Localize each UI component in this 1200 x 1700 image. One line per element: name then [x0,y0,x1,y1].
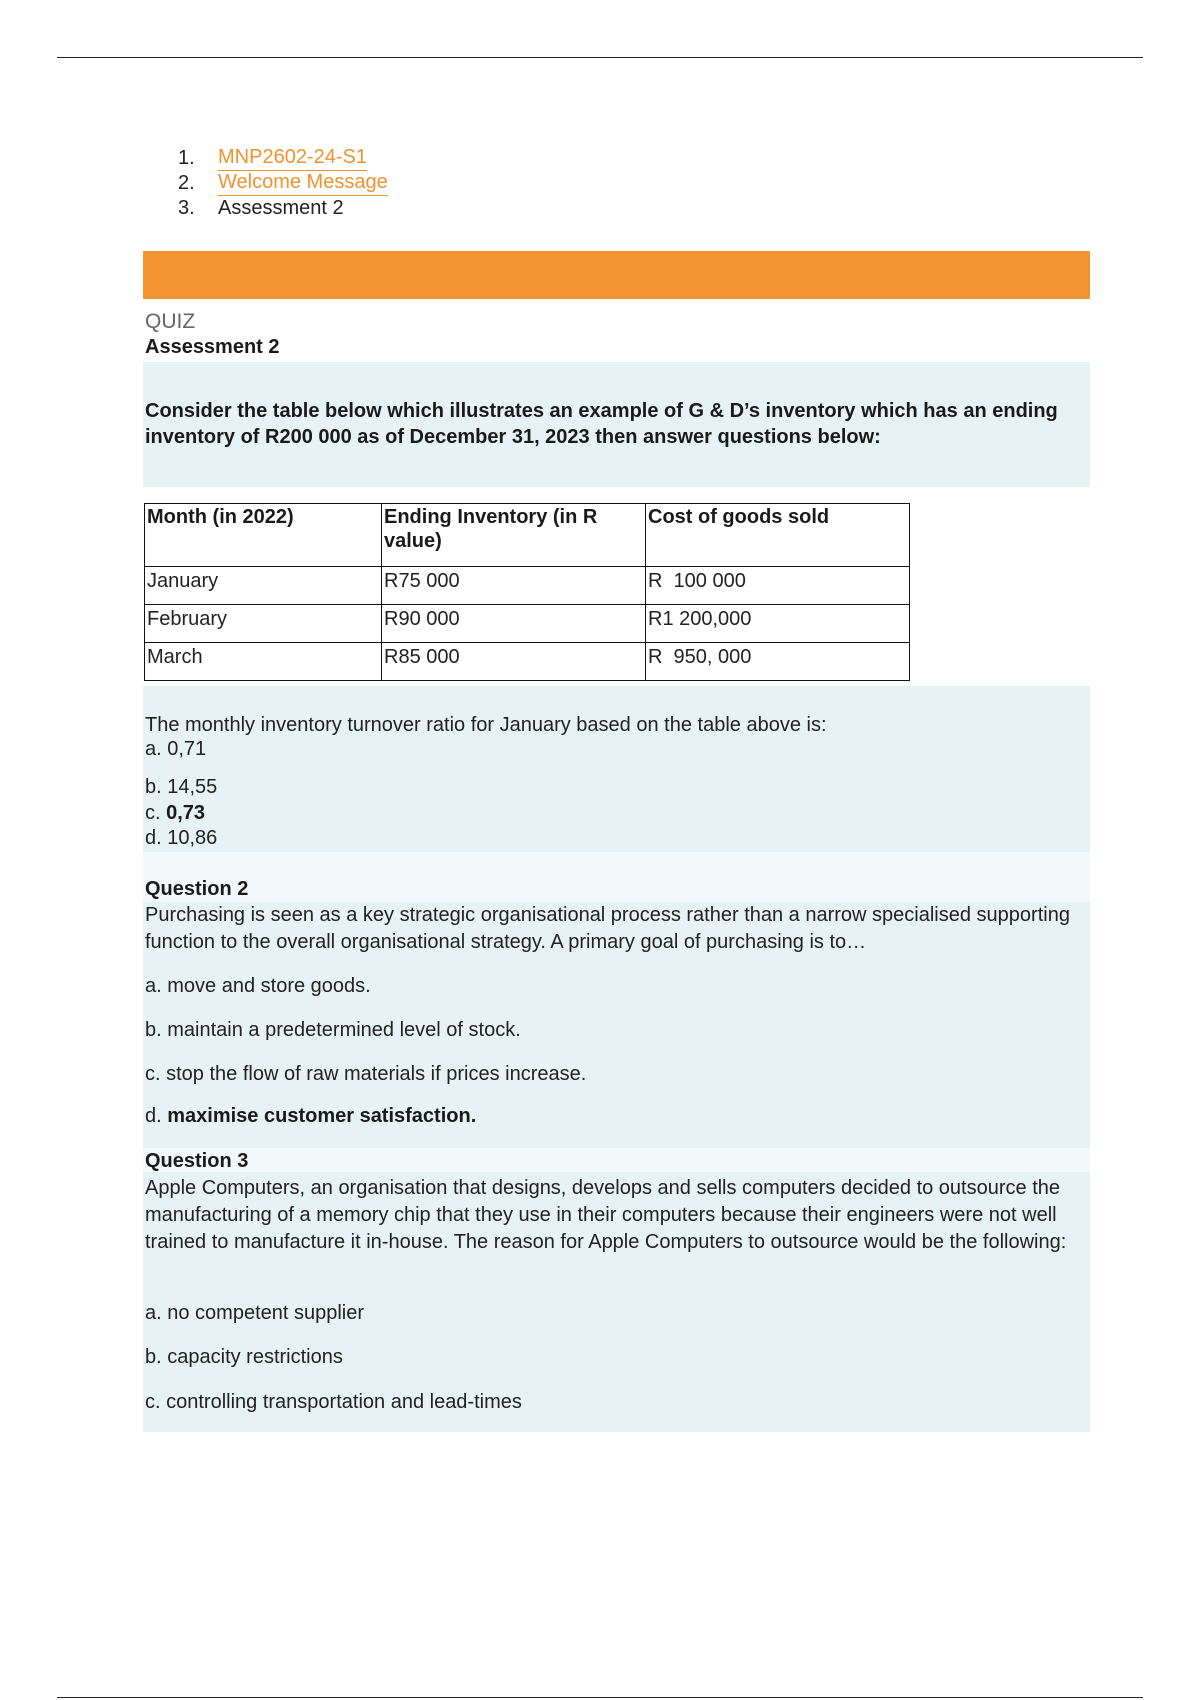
question-1-answer-panel [143,686,1090,852]
question-3-option-b[interactable]: b. capacity restrictions [145,1346,343,1368]
question-1-prompt: The monthly inventory turnover ratio for January based on the table above is: [145,714,827,736]
bottom-divider [57,1697,1143,1698]
header-banner [143,251,1090,299]
question-2-title: Question 2 [145,878,249,900]
question-3-title: Question 3 [145,1150,249,1172]
table-cell: March [145,643,382,681]
table-cell: R75 000 [382,567,646,605]
question-2-option-b[interactable]: b. maintain a predetermined level of stock. [145,1019,521,1041]
quiz-label: QUIZ [145,310,196,333]
breadcrumb-item: 3. Assessment 2 [178,197,344,219]
breadcrumb-item: 1. MNP2602-24-S1 [178,146,367,169]
question-2-option-c[interactable]: c. stop the flow of raw materials if prices increase. [145,1063,587,1085]
table-row [145,643,910,681]
breadcrumb-current: Assessment 2 [218,197,344,219]
question-2-option-a[interactable]: a. move and store goods. [145,975,371,997]
question-2-text: Purchasing is seen as a key strategic organisational process rather than a narrow specialised supporting function to the overall organisational strategy. A primary goal of purchasing is to… [145,904,1070,953]
question-1-option-c[interactable]: c. 0,73 [145,802,206,824]
question-2-option-d[interactable]: d. maximise customer satisfaction. [145,1105,477,1127]
question-1-option-b[interactable]: b. 14,55 [145,776,218,798]
table-header-row [145,504,910,567]
question-1-option-a[interactable]: a. 0,71 [145,738,207,760]
breadcrumb [178,146,388,221]
table-row [145,605,910,643]
table-cell: February [145,605,382,643]
question-3-text: Apple Computers, an organisation that designs, develops and sells computers decided to outsource the manufacturing of a memory chip that they use in their computers because their engineers were not well trained to manufacture it in-house. The reason for Apple Computers to outsource would be the following: [145,1177,1067,1253]
breadcrumb-link-course[interactable]: MNP2602-24-S1 [218,146,367,171]
table-cell: R90 000 [382,605,646,643]
table-cell: R85 000 [382,643,646,681]
top-divider [57,57,1143,58]
table-cell: R 950, 000 [646,643,910,681]
table-cell: January [145,567,382,605]
question-3-option-a[interactable]: a. no competent supplier [145,1302,365,1324]
question-3-option-c[interactable]: c. controlling transportation and lead-times [145,1391,522,1413]
table-header-cell: Month (in 2022) [145,504,382,567]
question-3-title-panel [143,1148,1090,1172]
question-2-title-panel [143,852,1090,902]
table-cell: R 100 000 [646,567,910,605]
table-row [145,567,910,605]
page-title: Assessment 2 [145,336,280,358]
breadcrumb-link-welcome[interactable]: Welcome Message [218,171,388,196]
breadcrumb-item: 2. Welcome Message [178,171,388,194]
question-1-intro: Consider the table below which illustrates an example of G & D’s inventory which has an ending inventory of R200 000 as of December 31, 2023 then answer questions below: [145,400,1058,448]
inventory-table [144,503,910,681]
table-header-cell: Ending Inventory (in R value) [382,504,646,567]
table-header-cell: Cost of goods sold [646,504,910,567]
table-cell: R1 200,000 [646,605,910,643]
question-1-option-d[interactable]: d. 10,86 [145,827,218,849]
